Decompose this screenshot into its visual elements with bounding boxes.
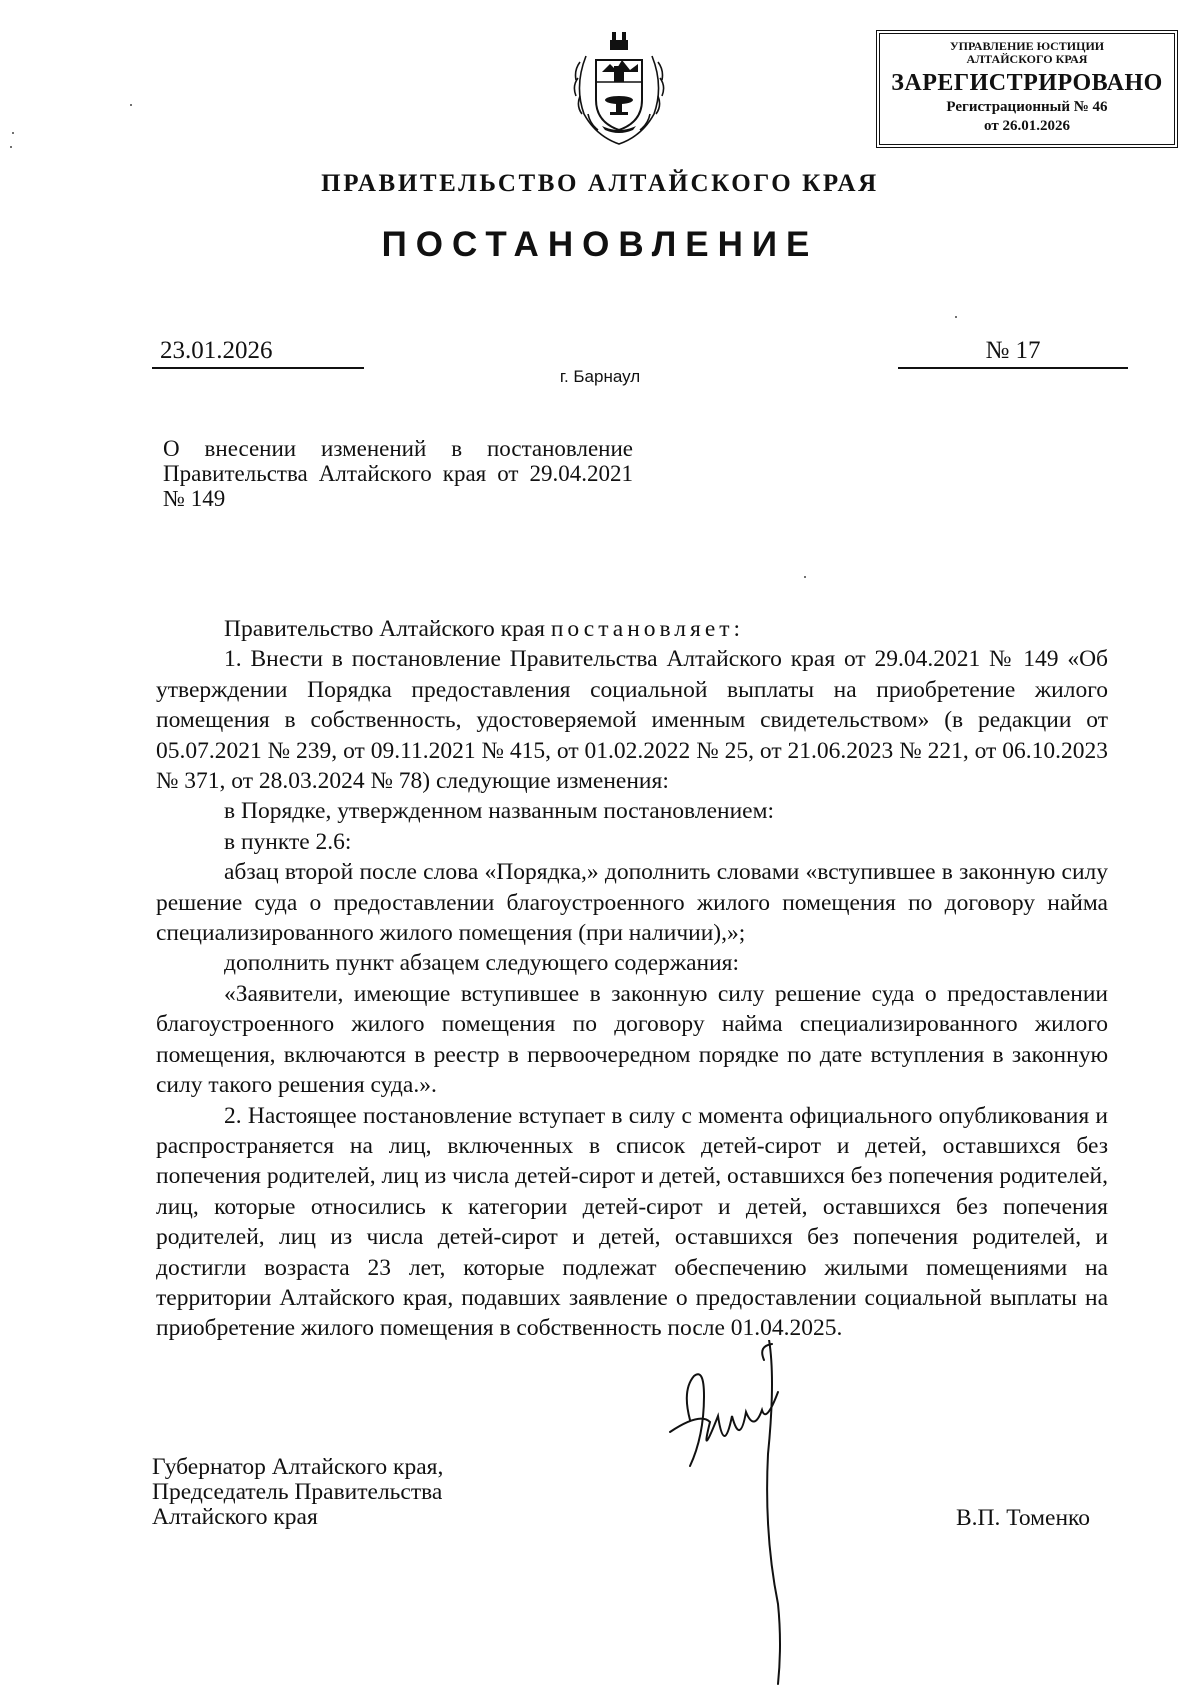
stamp-status: ЗАРЕГИСТРИРОВАНО	[891, 70, 1163, 96]
signatory-title-line3: Алтайского края	[152, 1504, 318, 1530]
stamp-authority-line2: АЛТАЙСКОГО КРАЯ	[966, 52, 1088, 66]
signatory-name: В.П. Томенко	[956, 1505, 1091, 1531]
body-paragraph-1: 1. Внести в постановление Правительства Алтайского края от 29.04.2021 № 149 «Об утверждении Порядка предоставления социальной выплаты на приобретение жилого помещения в собственность, удостоверяемой именным свидетельством» (в редакции от 05.07.2021 № 239, от 09.11.2021 № 415, от 01.02.2022 № 25, от 21.06.2023 № 221, от 06.10.2023 № 371, от 28.03.2024 № 78) следующие изменения:	[156, 646, 1108, 795]
scan-speck	[804, 576, 806, 578]
body-paragraph-7: 2. Настоящее постановление вступает в силу с момента официального опубликования и распространяется на лиц, включенных в список детей-сирот и детей, оставшихся без попечения родителей, лиц из числа детей-сирот и детей, оставшихся без попечения родителей, лиц, которые относились к категории детей-сирот и детей, оставшихся без попечения родителей, лиц из числа детей-сирот и детей, оставшихся без попечения родителей, и достигли возраста 23 лет, которые подлежат обеспечению жилыми помещениями на территории Алтайского края, подавших заявление о предоставлении социальной выплаты на приобретение жилого помещения в собственность после 01.04.2025.	[156, 1102, 1108, 1342]
scan-speck	[12, 132, 14, 134]
scan-speck	[130, 104, 132, 106]
document-date: 23.01.2026	[152, 335, 364, 369]
body-paragraph-3: в пункте 2.6:	[224, 828, 352, 855]
document-subject: О внесении изменений в постановление Правительства Алтайского края от 29.04.2021 № 149	[163, 436, 633, 511]
scan-speck	[955, 316, 957, 318]
body-paragraph-intro	[156, 614, 1108, 644]
body-paragraph-6: «Заявители, имеющие вступившее в законную силу решение суда о предоставлении благоустроенного жилого помещения по договору найма специализированного жилого помещения, включаются в реестр в первоочередном порядке по дате вступления в законную силу такого решения суда.».	[156, 980, 1108, 1099]
intro-verb: постановляет:	[550, 616, 745, 642]
organization-title: ПРАВИТЕЛЬСТВО АЛТАЙСКОГО КРАЯ	[321, 170, 879, 197]
stamp-reg-number: Регистрационный № 46	[946, 99, 1108, 115]
document-number: № 17	[898, 335, 1128, 369]
registration-stamp	[876, 30, 1178, 148]
signatory-title	[152, 1455, 443, 1530]
document-body	[156, 614, 1108, 1344]
handwritten-signature-icon	[650, 1340, 800, 1690]
intro-lead: Правительство Алтайского края	[224, 616, 551, 642]
stamp-reg-date: от 26.01.2026	[984, 118, 1070, 134]
document-type-heading: ПОСТАНОВЛЕНИЕ	[381, 225, 819, 264]
signatory-title-line2: Председатель Правительства	[152, 1479, 443, 1505]
signatory-title-line1: Губернатор Алтайского края,	[152, 1454, 444, 1480]
stamp-authority-line1: УПРАВЛЕНИЕ ЮСТИЦИИ	[949, 39, 1105, 53]
body-paragraph-2: в Порядке, утвержденном названным постановлением:	[224, 798, 774, 825]
document-city: г. Барнаул	[559, 367, 641, 386]
body-paragraph-5: дополнить пункт абзацем следующего содержания:	[224, 950, 740, 977]
body-paragraph-4: абзац второй после слова «Порядка,» дополнить словами «вступившее в законную силу решение суда о предоставлении благоустроенного жилого помещения по договору найма специализированного жилого помещения (при наличии),»;	[156, 859, 1108, 947]
scan-speck	[10, 146, 12, 148]
coat-of-arms-icon	[566, 26, 672, 150]
